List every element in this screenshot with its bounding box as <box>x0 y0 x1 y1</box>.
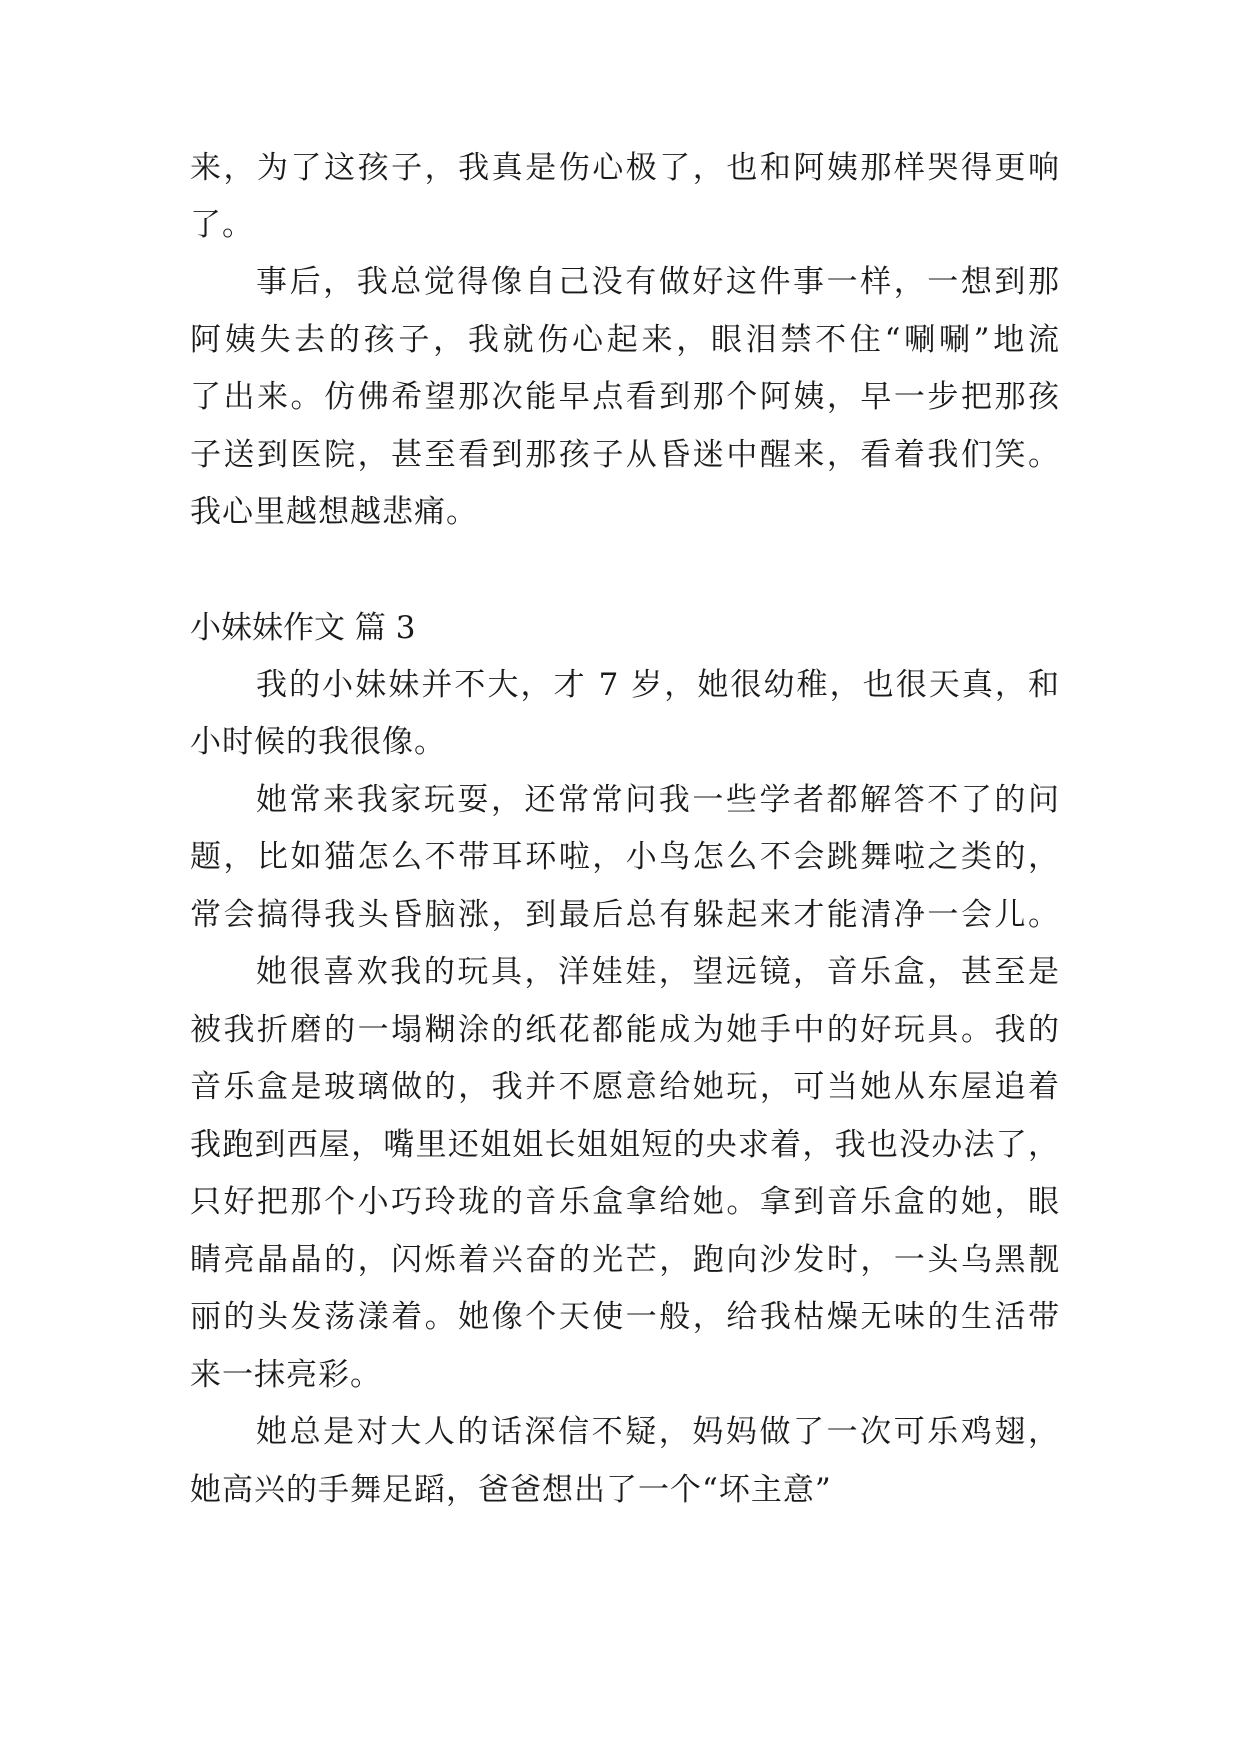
text-line: 阿姨失去的孩子，我就伤心起来，眼泪禁不住“唰唰”地流 <box>190 322 1060 358</box>
text-line: 睛亮晶晶的，闪烁着兴奋的光芒，跑向沙发时，一头乌黑靓 <box>190 1242 1060 1278</box>
text-line: 我跑到西屋，嘴里还姐姐长姐姐短的央求着，我也没办法了， <box>190 1127 1060 1163</box>
text-line: 了。 <box>190 207 254 243</box>
text-line: 题，比如猫怎么不带耳环啦，小鸟怎么不会跳舞啦之类的， <box>190 839 1060 875</box>
text-line: 她总是对大人的话深信不疑，妈妈做了一次可乐鸡翅， <box>256 1414 1060 1450</box>
section-heading: 小妹妹作文 篇 3 <box>190 610 416 646</box>
text-line: 她很喜欢我的玩具，洋娃娃，望远镜，音乐盒，甚至是 <box>256 954 1060 990</box>
text-line: 她常来我家玩耍，还常常问我一些学者都解答不了的问 <box>256 782 1060 818</box>
text-line: 事后，我总觉得像自己没有做好这件事一样，一想到那 <box>256 264 1060 300</box>
text-line: 来，为了这孩子，我真是伤心极了，也和阿姨那样哭得更响 <box>190 150 1060 186</box>
text-line: 我心里越想越悲痛。 <box>190 494 478 530</box>
text-line: 丽的头发荡漾着。她像个天使一般，给我枯燥无味的生活带 <box>190 1299 1060 1335</box>
text-line: 子送到医院，甚至看到那孩子从昏迷中醒来，看着我们笑。 <box>190 437 1060 473</box>
text-line: 只好把那个小巧玲珑的音乐盒拿给她。拿到音乐盒的她，眼 <box>190 1184 1060 1220</box>
text-line: 来一抹亮彩。 <box>190 1357 382 1393</box>
text-line: 被我折磨的一塌糊涂的纸花都能成为她手中的好玩具。我的 <box>190 1012 1060 1048</box>
text-line: 她高兴的手舞足蹈，爸爸想出了一个“坏主意” <box>190 1472 832 1508</box>
text-line: 了出来。仿佛希望那次能早点看到那个阿姨，早一步把那孩 <box>190 379 1060 415</box>
text-line: 小时候的我很像。 <box>190 724 446 760</box>
text-line: 常会搞得我头昏脑涨，到最后总有躲起来才能清净一会儿。 <box>190 897 1060 933</box>
text-line: 音乐盒是玻璃做的，我并不愿意给她玩，可当她从东屋追着 <box>190 1069 1060 1105</box>
text-line: 我的小妹妹并不大，才 7 岁，她很幼稚，也很天真，和 <box>256 667 1060 703</box>
